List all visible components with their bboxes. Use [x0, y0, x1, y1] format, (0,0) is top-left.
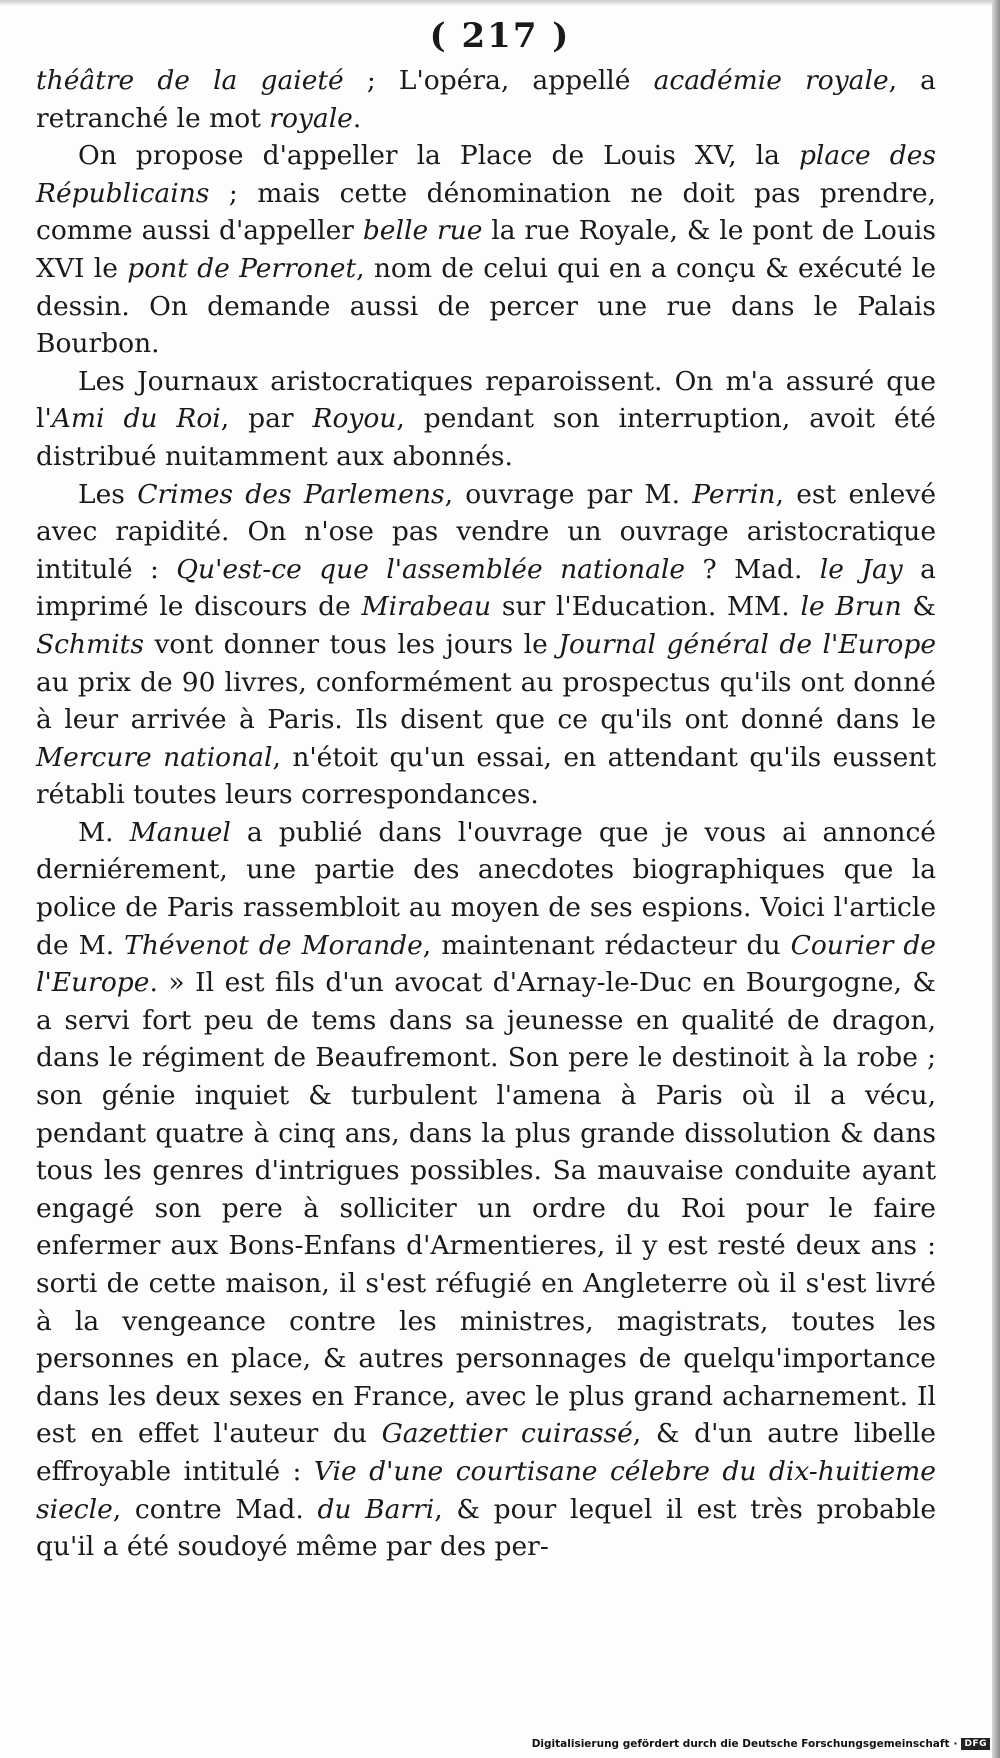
text-run: , & pour lequel il est très probable qu'il a été soudoyé même par des per-: [36, 1493, 936, 1563]
paragraph: [36, 814, 936, 1566]
text-run: On propose d'appeller la Place de Louis XV, la: [78, 140, 799, 172]
paragraph: [36, 137, 936, 363]
dfg-logo: DFG: [961, 1738, 990, 1750]
body-text: [36, 62, 936, 1566]
italic-text: Mercure national: [36, 741, 273, 773]
text-run: .: [352, 102, 362, 134]
paragraph: [36, 476, 936, 814]
page-top-shadow: [0, 0, 1000, 6]
text-run: , est enlevé avec rapidité. On n'ose pas vendre un ouvrage aristocratique intitulé :: [36, 478, 937, 585]
text-run: , nom de celui qui en a conçu & exécuté le dessin. On demande aussi de percer une rue dans le Palais Bourbon.: [36, 252, 936, 360]
text-run: , & d'un autre libelle effroyable intitulé :: [36, 1418, 936, 1487]
italic-text: Vie d'une courtisane célebre du dix-huitieme siecle: [36, 1455, 936, 1525]
page-number: ( 217 ): [429, 16, 571, 56]
italic-text: Mirabeau: [361, 591, 492, 623]
italic-text: le Jay: [819, 553, 903, 585]
text-run: . » Il est fils d'un avocat d'Arnay-le-Duc en Bourgogne, & a servi fort peu de tems dans sa jeunesse en qualité de dragon, dans le régiment de Beaufremont. Son pere le destinoit à la robe ; son génie inquiet & turbulent l'amena à Paris où il a vécu, pendant quatre à cinq ans, dans la plus grande dissolution & dans tous les genres d'intrigues possibles. Sa mauvaise conduite ayant engagé son pere à solliciter un ordre du Roi pour le faire enfermer aux Bons-Enfans d'Armentieres, il y est resté deux ans : sorti de cette maison, il s'est réfugié en Angleterre où il s'est livré à la vengeance contre les ministres, magistrats, toutes les personnes en place, & autres personnages de quelqu'importance dans les deux sexes en France, avec le plus grand acharnement. Il est en effet l'auteur du: [36, 967, 936, 1450]
paragraph: [36, 363, 936, 476]
italic-text: place des Républicains: [36, 140, 936, 209]
italic-text: pont de Perronet: [127, 252, 357, 284]
italic-text: Gazettier cuirassé: [381, 1418, 633, 1450]
italic-text: théâtre de la gaieté: [36, 65, 344, 96]
digitization-credit: Digitalisierung gefördert durch die Deutsche Forschungsgemeinschaft · DFG: [532, 1738, 990, 1750]
italic-text: Royou: [312, 403, 397, 435]
text-run: , par: [220, 403, 313, 435]
text-run: a imprimé le discours de: [36, 553, 936, 623]
italic-text: Ami du Roi: [51, 403, 221, 435]
italic-text: le Brun: [800, 591, 902, 623]
italic-text: Courier de l'Europe: [36, 929, 936, 999]
text-run: , pendant son interruption, avoit été distribué nuitamment aux abonnés.: [36, 403, 936, 472]
italic-text: royale: [269, 102, 353, 134]
italic-text: Qu'est-ce que l'assemblée nationale: [176, 553, 686, 585]
italic-text: du Barri: [317, 1493, 435, 1525]
page-binding-shadow: [992, 0, 1000, 1758]
paragraph: [36, 62, 936, 137]
text-run: , contre Mad.: [112, 1493, 318, 1525]
text-run: ; mais cette dénomination ne doit pas prendre, comme aussi d'appeller: [36, 177, 936, 247]
text-run: , ouvrage par M.: [444, 478, 693, 510]
text-run: M.: [78, 816, 130, 848]
italic-text: Crimes des Parlemens: [137, 478, 445, 510]
text-run: la rue Royale, & le pont de Louis XVI le: [36, 215, 936, 284]
text-run: a publié dans l'ouvrage que je vous ai annoncé derniérement, une partie des anecdotes biographiques que la police de Paris rassembloit au moyen de ses espions. Voici l'article de M.: [36, 816, 936, 961]
italic-text: académie royale: [653, 65, 889, 96]
text-run: , maintenant rédacteur du: [422, 929, 791, 961]
italic-text: Schmits: [36, 628, 144, 660]
text-run: sur l'Education. MM.: [491, 591, 801, 623]
italic-text: Perrin: [692, 478, 776, 510]
text-run: ; L'opéra, appellé: [343, 65, 654, 96]
text-run: ? Mad.: [685, 553, 820, 585]
italic-text: Manuel: [129, 816, 231, 848]
text-run: Les Journaux aristocratiques reparoissent. On m'a assuré que l': [36, 365, 936, 435]
text-run: , n'étoit qu'un essai, en attendant qu'ils eussent rétabli toutes leurs correspondances.: [36, 741, 936, 811]
italic-text: belle rue: [362, 215, 483, 247]
italic-text: Journal général de l'Europe: [558, 628, 936, 660]
text-run: &: [901, 591, 936, 623]
text-run: vont donner tous les jours le: [143, 628, 559, 660]
text-run: Les: [78, 478, 138, 510]
italic-text: Thévenot de Morande: [124, 929, 423, 961]
credit-text: Digitalisierung gefördert durch die Deutsche Forschungsgemeinschaft: [531, 1738, 950, 1750]
text-run: , a retranché le mot: [36, 65, 936, 134]
text-run: au prix de 90 livres, conformément au prospectus qu'ils ont donné à leur arrivée à Paris. Ils disent que ce qu'ils ont donné dans le: [36, 666, 936, 736]
